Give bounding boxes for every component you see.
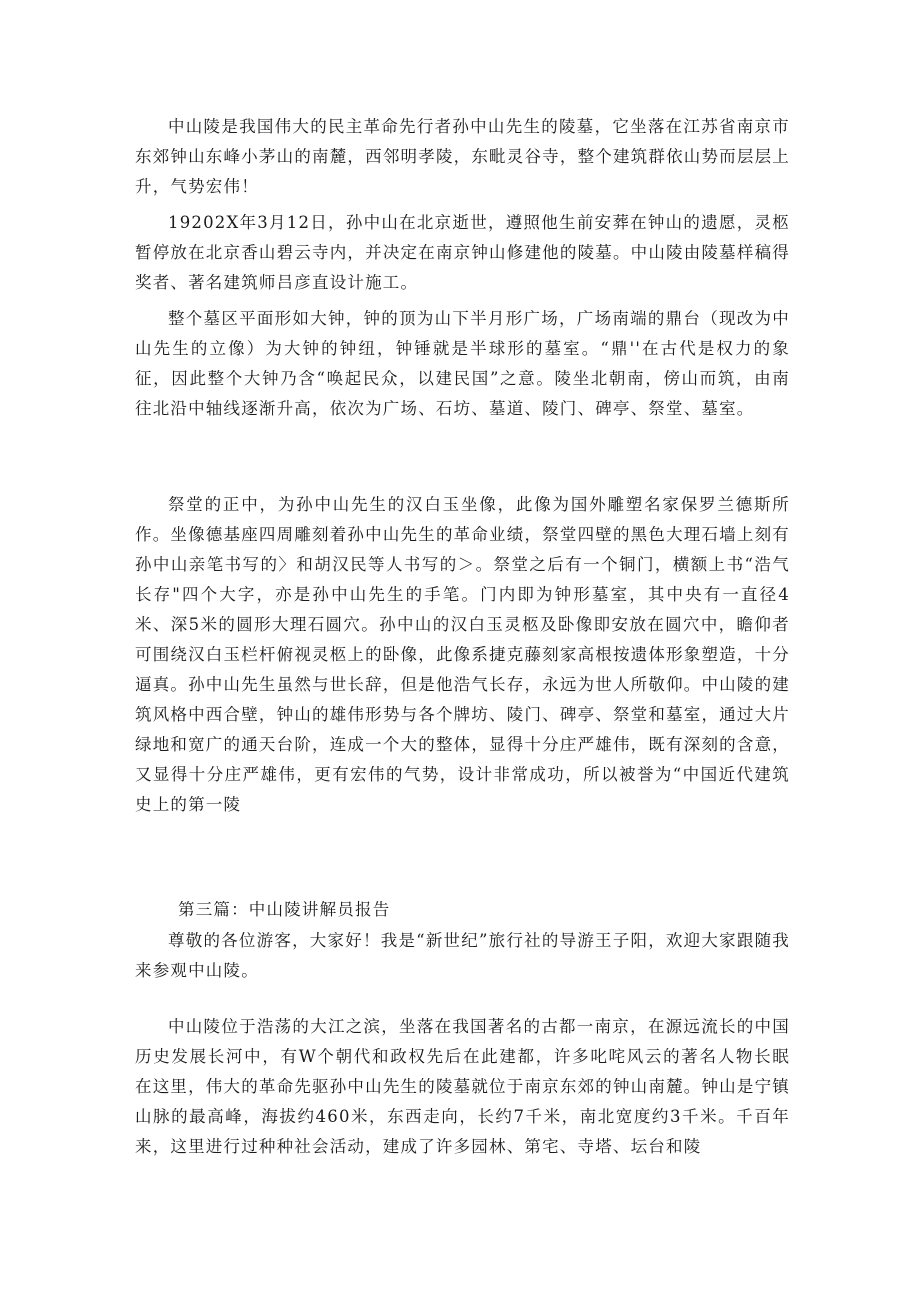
- paragraph-layout: 整个墓区平面形如大钟，钟的顶为山下半月形广场，广场南端的鼎台（现改为中山先生的立像）为大钟的钟纽，钟锤就是半球形的墓室。“鼎''在古代是权力的象征，因此整个大钟乃含“唤起民众，以建民国”之意。陵坐北朝南，傍山而筑，由南往北沿中轴线逐渐升高，依次为广场、石坊、墓道、陵门、碑亭、祭堂、墓室。: [135, 309, 790, 418]
- paragraph-sacrificial-hall: 祭堂的正中，为孙中山先生的汉白玉坐像，此像为国外雕塑名家保罗兰德斯所作。坐像德基座四周雕刻着孙中山先生的革命业绩，祭堂四壁的黑色大理石墙上刻有孙中山亲笔书写的〉和胡汉民等人书写的＞。祭堂之后有一个铜门，横额上书“浩气长存"四个大字，亦是孙中山先生的手笔。门内即为钟形墓室，其中央有一直径4米、深5米的圆形大理石圆穴。孙中山的汉白玉灵柩及卧像即安放在圆穴中，瞻仰者可围绕汉白玉栏杆俯视灵柩上的卧像，此像系捷克藤刻家高根按遗体形象塑造，十分逼真。孙中山先生虽然与世长辞，但是他浩气长存，永远为世人所敬仰。中山陵的建筑风格中西合壁，钟山的雄伟形势与各个牌坊、陵门、碑亭、祭堂和墓室，通过大片绿地和宽广的通天台阶，连成一个大的整体，显得十分庄严雄伟，既有深刻的含意，又显得十分庄严雄伟，更有宏伟的气势，设计非常成功，所以被誉为“中国近代建筑史上的第一陵: [135, 495, 790, 814]
- paragraph-greeting: 尊敬的各位游客，大家好！我是“新世纪”旅行社的导游王子阳，欢迎大家跟随我来参观中山陵。: [135, 931, 790, 980]
- paragraph-intro: 中山陵是我国伟大的民主革命先行者孙中山先生的陵墓，它坐落在江苏省南京市东郊钟山东峰小茅山的南麓，西邻明孝陵，东毗灵谷寺，整个建筑群依山势而层层上升，气势宏伟！: [135, 117, 790, 196]
- paragraph-history: 19202X年3月12日，孙中山在北京逝世，遵照他生前安葬在钟山的遗愿，灵柩暂停放在北京香山碧云寺内，并决定在南京钟山修建他的陵墓。中山陵由陵墓样稿得奖者、著名建筑师吕彦直设计施工。: [135, 213, 790, 292]
- section-heading: 第三篇：中山陵讲解员报告: [178, 900, 391, 919]
- paragraph-location: 中山陵位于浩荡的大江之滨，坐落在我国著名的古都一南京，在源远流长的中国历史发展长河中，有W个朝代和政权先后在此建都，许多叱咤风云的著名人物长眠在这里，伟大的革命先驱孙中山先生的陵墓就位于南京东郊的钟山南麓。钟山是宁镇山脉的最高峰，海拔约460米，东西走向，长约7千米，南北宽度约3千米。千百年来，这里进行过种种社会活动，建成了许多园林、第宅、寺塔、坛台和陵: [135, 1017, 790, 1156]
